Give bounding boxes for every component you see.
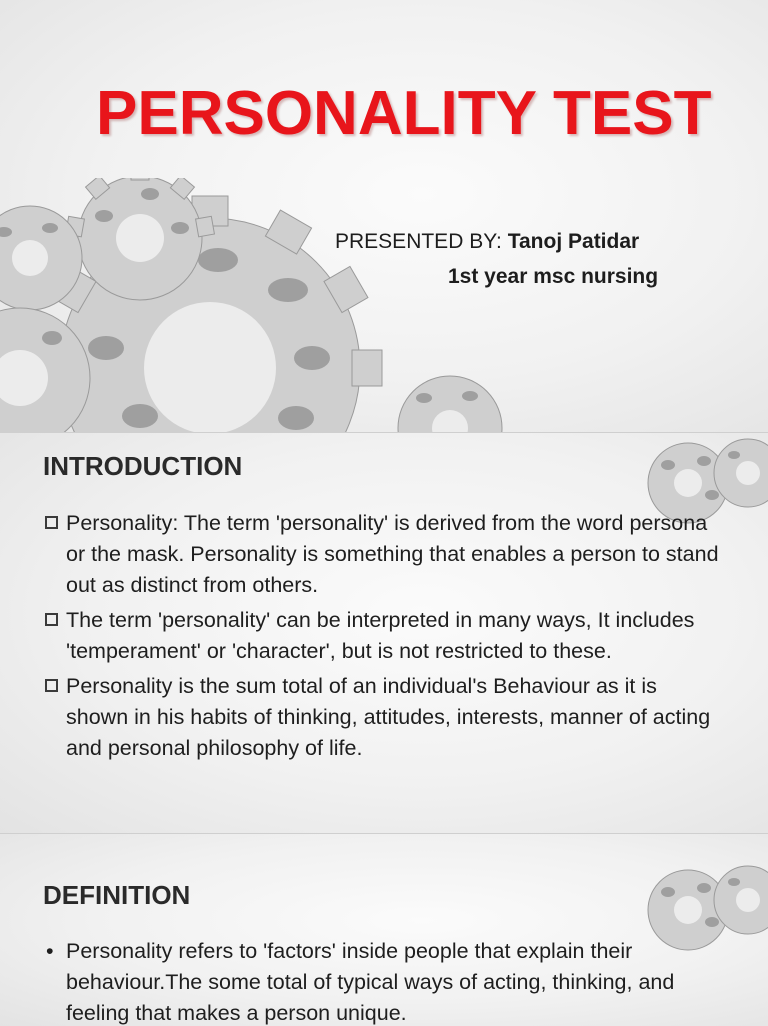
introduction-slide <box>0 432 768 833</box>
bullet-text: Personality is the sum total of an individual's Behaviour as it is shown in his habits of thinking, attitudes, interests, manner of acting and personal philosophy of life. <box>66 674 711 760</box>
title-slide <box>0 0 768 432</box>
checkbox-icon <box>45 679 58 692</box>
list-item <box>44 508 724 601</box>
bullet-dot-icon: • <box>46 939 54 963</box>
bullet-list <box>44 508 724 768</box>
bullet-text: Personality: The term 'personality' is derived from the word persona or the mask. Personality is something that enables a person to stand out as distinct from others. <box>66 511 719 597</box>
checkbox-icon <box>45 516 58 529</box>
slide-heading: DEFINITION <box>43 880 191 910</box>
list-item <box>44 671 724 764</box>
presented-by-label: PRESENTED BY: <box>335 230 502 253</box>
slide-title: PERSONALITY TEST <box>96 79 712 148</box>
checkbox-icon <box>45 613 58 626</box>
gears-icon <box>0 178 520 432</box>
list-item <box>44 936 724 1026</box>
definition-slide <box>0 833 768 1026</box>
bullet-text: The term 'personality' can be interpreted in many ways, It includes 'temperament' or 'character', but is not restricted to these. <box>66 608 695 663</box>
bullet-text: Personality refers to 'factors' inside people that explain their behaviour.The some total of typical ways of acting, thinking, and feeling that makes a person unique. <box>66 939 675 1025</box>
slide-heading: INTRODUCTION <box>43 451 243 481</box>
list-item <box>44 605 724 667</box>
presenter-course: 1st year msc nursing <box>448 265 659 288</box>
presenter-name: Tanoj Patidar <box>507 230 640 253</box>
bullet-list <box>44 936 724 1026</box>
presenter-line <box>335 230 639 254</box>
